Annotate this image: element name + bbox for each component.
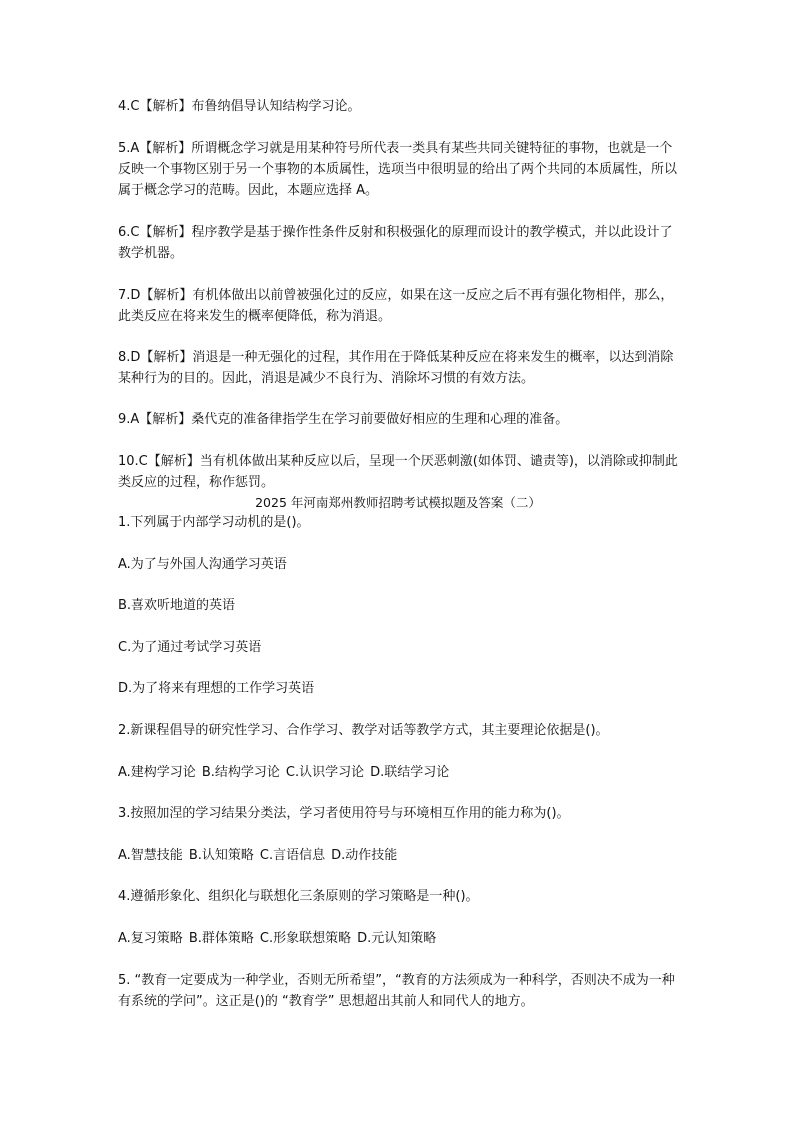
question-5-stem: 5. “教育一定要成为一种学业，否则无所希望”，“教育的方法须成为一种科学，否则决不成为一种有系统的学问”。这正是()的 “教育学” 思想超出其前人和同代人的地方。 [118, 973, 675, 1009]
question-1-option-b: B.喜欢听地道的英语 [118, 598, 236, 613]
answer-5: 5.A【解析】所谓概念学习就是用某种符号所代表一类具有某些共同关键特征的事物，也就是一个反映一个事物区别于另一个事物的本质属性，选项当中很明显的给出了两个共同的本质属性，所以属于概念学习的范畴。因此，本题应选择 A。 [118, 141, 678, 198]
question-3-option-c: C.言语信息 [259, 848, 326, 863]
question-3-option-b: B.认知策略 [188, 848, 254, 863]
question-2-options [118, 762, 678, 783]
question-2-option-b: B.结构学习论 [201, 765, 280, 780]
question-3-option-a: A.智慧技能 [118, 848, 183, 863]
question-1-option-c: C.为了通过考试学习英语 [118, 640, 262, 655]
question-2-option-c: C.认识学习论 [285, 765, 365, 780]
answer-9: 9.A【解析】桑代克的准备律指学生在学习前要做好相应的生理和心理的准备。 [118, 412, 569, 427]
question-2-option-a: A.建构学习论 [118, 765, 196, 780]
answer-6: 6.C【解析】程序教学是基于操作性条件反射和积极强化的原理而设计的教学模式，并以此设计了教学机器。 [118, 225, 673, 261]
question-4-options [118, 928, 678, 949]
question-1-stem: 1.下列属于内部学习动机的是()。 [118, 515, 310, 530]
question-4-stem: 4.遵循形象化、组织化与联想化三条原则的学习策略是一种()。 [118, 889, 479, 904]
question-1-option-d: D.为了将来有理想的工作学习英语 [118, 681, 315, 696]
answer-4: 4.C【解析】布鲁纳倡导认知结构学习论。 [118, 99, 361, 114]
answer-8: 8.D【解析】消退是一种无强化的过程，其作用在于降低某种反应在将来发生的概率，以达到消除某种行为的目的。因此，消退是减少不良行为、消除坏习惯的有效方法。 [118, 350, 674, 386]
question-4-option-a: A.复习策略 [118, 931, 183, 946]
question-4-option-d: D.元认知策略 [357, 931, 437, 946]
question-2-option-d: D.联结学习论 [370, 765, 450, 780]
question-3-stem: 3.按照加涅的学习结果分类法，学习者使用符号与环境相互作用的能力称为()。 [118, 806, 570, 821]
question-3-option-d: D.动作技能 [331, 848, 398, 863]
question-4-option-b: B.群体策略 [188, 931, 254, 946]
question-3-options [118, 845, 678, 866]
question-2-stem: 2.新课程倡导的研究性学习、合作学习、教学对话等教学方式，其主要理论依据是()。 [118, 723, 609, 738]
answer-10: 10.C【解析】当有机体做出某种反应以后，呈现一个厌恶刺激(如体罚、谴责等)，以消除或抑制此类反应的过程，称作惩罚。 [118, 454, 678, 490]
question-1-option-a: A.为了与外国人沟通学习英语 [118, 557, 287, 572]
section-title: 2025 年河南郑州教师招聘考试模拟题及答案（二） [255, 495, 541, 510]
question-4-option-c: C.形象联想策略 [259, 931, 352, 946]
answer-7: 7.D【解析】有机体做出以前曾被强化过的反应，如果在这一反应之后不再有强化物相伴，那么，此类反应在将来发生的概率便降低，称为消退。 [118, 288, 674, 324]
